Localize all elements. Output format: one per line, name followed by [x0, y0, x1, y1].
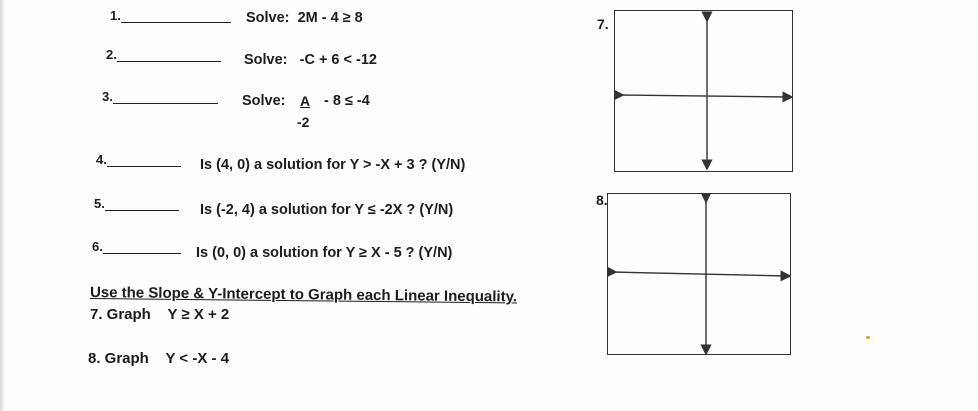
answer-blank-5[interactable] — [105, 198, 179, 211]
answer-blank-4[interactable] — [107, 154, 181, 167]
answer-blank-3[interactable] — [113, 91, 218, 104]
question-1-text: Solve: 2M - 4 ≥ 8 — [246, 10, 363, 26]
graph-8-axes — [608, 194, 790, 354]
task-8: 8. Graph Y < -X - 4 — [88, 350, 230, 367]
question-2-text: Solve: -C + 6 < -12 — [244, 52, 377, 68]
question-4-text: Is (4, 0) a solution for Y > -X + 3 ? (Y/N) — [200, 157, 466, 173]
question-6-number: 6. — [92, 239, 181, 254]
answer-blank-2[interactable] — [117, 49, 221, 62]
question-5-number: 5. — [94, 196, 179, 211]
question-3-numerator: A — [300, 93, 311, 109]
question-2-number: 2. — [106, 47, 221, 62]
graph-7-x-axis — [619, 95, 788, 97]
graph-7-box[interactable] — [614, 10, 793, 172]
answer-blank-6[interactable] — [103, 241, 181, 254]
question-5-text: Is (-2, 4) a solution for Y ≤ -2X ? (Y/N) — [200, 202, 454, 218]
graph-7-axes — [615, 11, 792, 171]
answer-blank-1[interactable] — [121, 10, 231, 23]
question-3-denominator: -2 — [297, 114, 310, 130]
graph-8-box[interactable] — [607, 193, 791, 355]
graph-8-label: 8. — [596, 192, 608, 208]
graph-8-x-axis — [612, 272, 786, 276]
scan-edge-shadow — [0, 0, 5, 411]
question-4-number: 4. — [96, 152, 181, 167]
section-heading: Use the Slope & Y-Intercept to Graph each Linear Inequality. — [89, 284, 518, 306]
question-6-text: Is (0, 0) a solution for Y ≥ X - 5 ? (Y/N) — [196, 245, 453, 261]
paper-speck — [866, 336, 870, 339]
question-3-number: 3. — [102, 89, 218, 104]
question-1-number: 1. — [110, 8, 231, 23]
task-7: 7. Graph Y ≥ X + 2 — [90, 306, 230, 323]
question-3-prefix: Solve: — [242, 93, 286, 109]
graph-7-label: 7. — [597, 16, 609, 32]
question-3-text: - 8 ≤ -4 — [324, 93, 370, 109]
